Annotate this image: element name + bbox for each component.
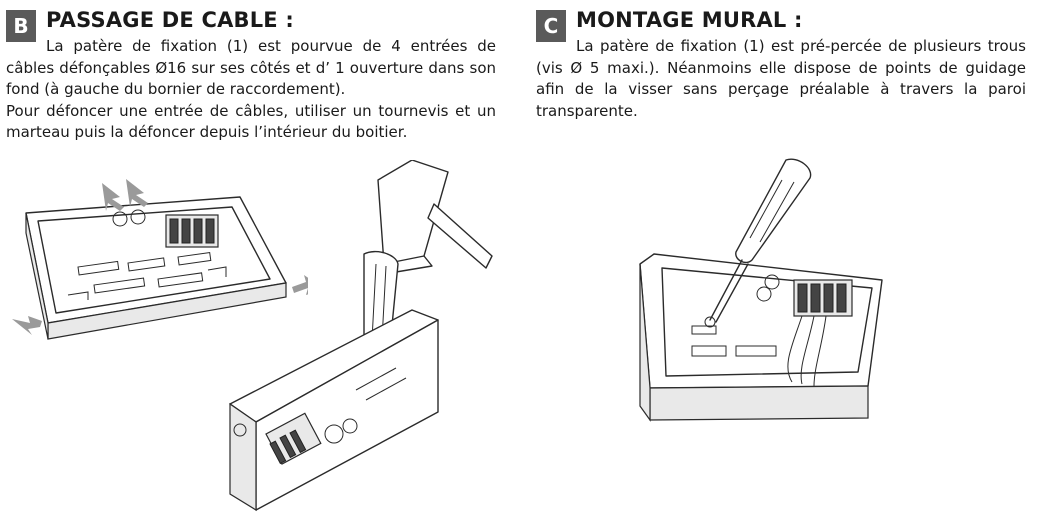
section-c-paragraph-1 xyxy=(536,36,1026,122)
knockout-arrow-top-right xyxy=(126,179,148,207)
section-b-badge: B xyxy=(6,10,36,42)
section-b-paragraph-1 xyxy=(6,36,496,101)
wall-mounting-illustration xyxy=(632,156,892,422)
knockout-arrow-left xyxy=(12,316,42,335)
section-b-text xyxy=(6,36,496,144)
section-c-badge: C xyxy=(536,10,566,42)
section-c-text xyxy=(536,36,1026,122)
section-c-paragraph-1-text: La patère de fixation (1) est pré-percée de plusieurs trous (vis Ø 5 maxi.). Néanmoins elle dispose de points de guidage afin de la visser sans perçage préalable à travers la paroi transparente. xyxy=(536,37,1026,120)
section-c-title: MONTAGE MURAL : xyxy=(576,8,803,32)
section-b-paragraph-1-text: La patère de fixation (1) est pourvue de 4 entrées de câbles défonçables Ø16 sur ses côtés et d’ 1 ouverture dans son fond (à gauche du bornier de raccordement). xyxy=(6,37,496,98)
section-b-paragraph-2: Pour défoncer une entrée de câbles, utiliser un tournevis et un marteau puis la défoncer depuis l’intérieur du boitier. xyxy=(6,101,496,141)
hammer-screwdriver-illustration xyxy=(226,160,498,512)
section-b-title: PASSAGE DE CABLE : xyxy=(46,8,294,32)
